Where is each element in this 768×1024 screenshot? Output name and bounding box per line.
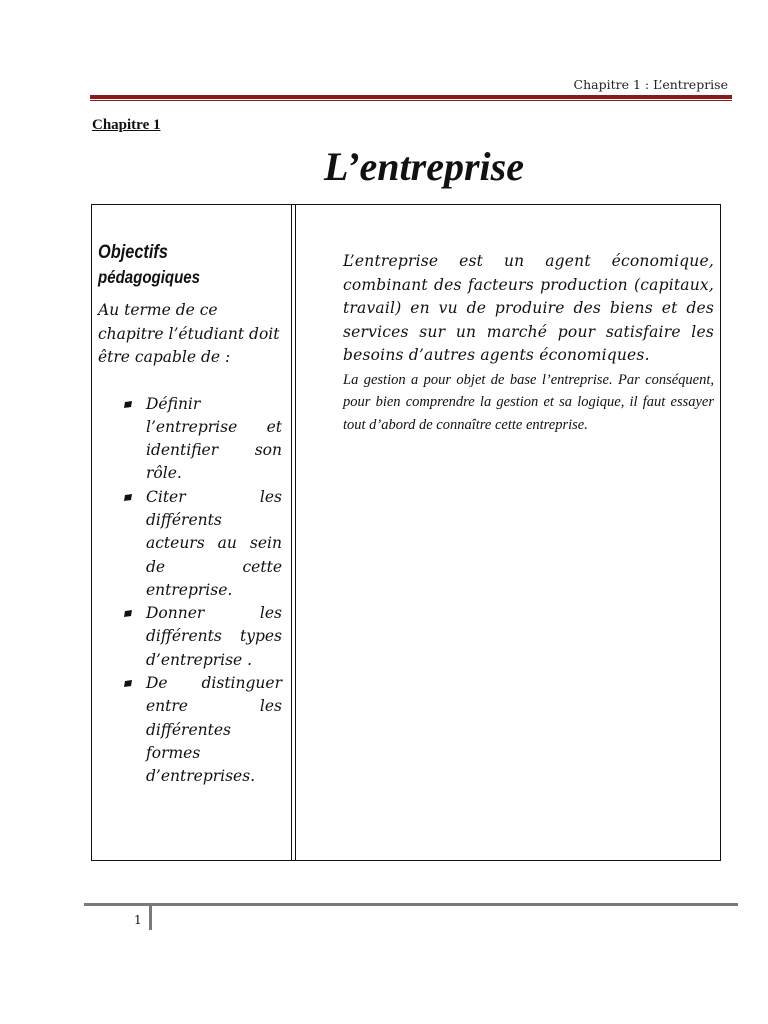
objectives-intro: Au terme de ce chapitre l’étudiant doit être capable de : (98, 301, 280, 366)
header-rule-thin (90, 100, 732, 101)
square-bullet-icon (124, 494, 132, 501)
square-bullet-icon (124, 610, 132, 617)
page-number: 1 (134, 913, 142, 927)
page-title: L’entreprise (324, 144, 524, 189)
objectives-list (98, 393, 282, 789)
column-divider-inner (295, 205, 296, 860)
objective-text: Donner les différents types d’entreprise . (146, 604, 282, 669)
footer-rule (84, 903, 738, 906)
definition-column (343, 250, 714, 436)
chapter-label: Chapitre 1 (92, 117, 161, 133)
objectives-title: Objectifs (98, 242, 168, 263)
list-item (98, 672, 282, 788)
content-table (91, 204, 721, 861)
definition-paragraph: L’entreprise est un agent économique, combinant des facteurs production (capitaux, travail) en vu de produire des biens et des services sur un marché pour satisfaire les besoins d’autres agents économiques. (343, 252, 714, 365)
running-head: Chapitre 1 : L’entreprise (573, 77, 728, 92)
objectives-subtitle: pédagogiques (98, 267, 201, 287)
header-rule (90, 95, 732, 99)
objectives-heading (98, 241, 256, 289)
objectives-column (98, 241, 282, 789)
objective-text: De distinguer entre les différentes formes d’entreprises. (146, 674, 282, 786)
list-item (98, 486, 282, 602)
square-bullet-icon (124, 680, 132, 687)
list-item (98, 393, 282, 486)
list-item (98, 602, 282, 672)
column-divider (291, 205, 292, 860)
square-bullet-icon (124, 401, 132, 408)
footer-tick (149, 905, 152, 930)
objective-text: Citer les différents acteurs au sein de cette entreprise. (146, 487, 282, 599)
objective-text: Définir l’entreprise et identifier son rôle. (146, 394, 282, 483)
gestion-paragraph: La gestion a pour objet de base l’entreprise. Par conséquent, pour bien comprendre la gestion et sa logique, il faut essayer tout d’abord de connaître cette entreprise. (343, 371, 714, 433)
